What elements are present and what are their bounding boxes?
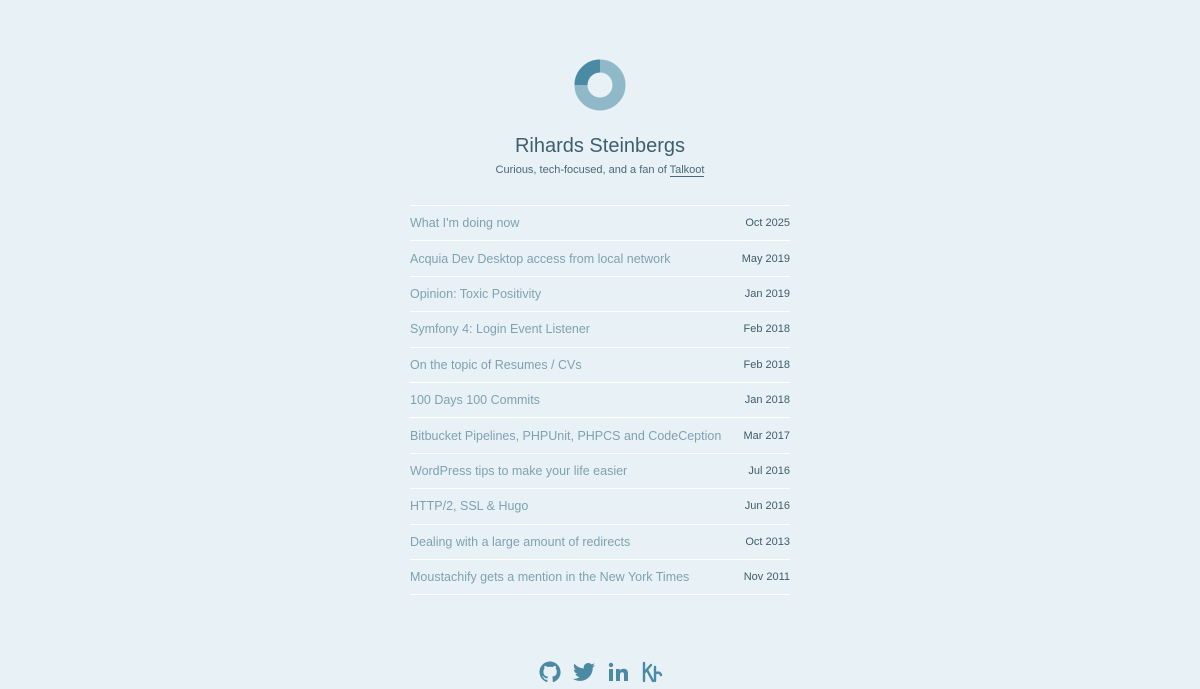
post-title-link[interactable]: WordPress tips to make your life easier bbox=[410, 463, 628, 478]
post-item bbox=[410, 560, 790, 595]
linkedin-link[interactable] bbox=[606, 660, 630, 684]
twitter-icon bbox=[572, 660, 596, 684]
post-title-link[interactable]: Bitbucket Pipelines, PHPUnit, PHPCS and CodeCeption bbox=[410, 428, 722, 443]
keybase-link[interactable] bbox=[640, 660, 664, 684]
post-date: Oct 2025 bbox=[745, 217, 790, 230]
post-item bbox=[410, 489, 790, 524]
post-item bbox=[410, 383, 790, 418]
post-item bbox=[410, 348, 790, 383]
post-item bbox=[410, 206, 790, 241]
talkoot-link[interactable]: Talkoot bbox=[669, 164, 705, 176]
twitter-link[interactable] bbox=[572, 660, 596, 684]
post-item bbox=[410, 277, 790, 312]
post-title-link[interactable]: On the topic of Resumes / CVs bbox=[410, 357, 582, 372]
post-item bbox=[410, 454, 790, 489]
social-links bbox=[538, 660, 662, 680]
tagline-text: Curious, tech-focused, and a fan of bbox=[495, 164, 670, 176]
post-title-link[interactable]: Moustachify gets a mention in the New York Times bbox=[410, 570, 690, 585]
logo-ring-icon bbox=[574, 59, 626, 111]
github-link[interactable] bbox=[538, 660, 562, 684]
post-list bbox=[410, 205, 790, 595]
site-logo[interactable] bbox=[574, 59, 626, 111]
github-icon bbox=[538, 660, 562, 684]
post-item bbox=[410, 418, 790, 453]
keybase-icon bbox=[640, 660, 664, 684]
post-date: Feb 2018 bbox=[743, 358, 790, 371]
post-title-link[interactable]: 100 Days 100 Commits bbox=[410, 393, 540, 408]
post-title-link[interactable]: Acquia Dev Desktop access from local network bbox=[410, 251, 671, 266]
site-author-name: Rihards Steinbergs bbox=[514, 135, 686, 157]
post-title-link[interactable]: Opinion: Toxic Positivity bbox=[410, 286, 542, 301]
post-date: Feb 2018 bbox=[743, 323, 790, 336]
post-date: Mar 2017 bbox=[743, 429, 790, 442]
post-date: May 2019 bbox=[741, 252, 790, 265]
post-date: Nov 2011 bbox=[743, 571, 790, 584]
post-date: Jan 2019 bbox=[744, 287, 790, 300]
linkedin-icon bbox=[606, 660, 630, 684]
post-date: Oct 2013 bbox=[745, 535, 790, 548]
post-title-link[interactable]: What I'm doing now bbox=[410, 216, 520, 231]
site-tagline bbox=[0, 164, 1200, 176]
post-date: Jun 2016 bbox=[744, 500, 790, 513]
post-item bbox=[410, 241, 790, 276]
post-date: Jan 2018 bbox=[744, 394, 790, 407]
post-date: Jul 2016 bbox=[748, 464, 790, 477]
post-title-link[interactable]: Dealing with a large amount of redirects bbox=[410, 534, 631, 549]
post-item bbox=[410, 525, 790, 560]
post-title-link[interactable]: Symfony 4: Login Event Listener bbox=[410, 322, 590, 337]
post-item bbox=[410, 312, 790, 347]
post-title-link[interactable]: HTTP/2, SSL & Hugo bbox=[410, 499, 529, 514]
